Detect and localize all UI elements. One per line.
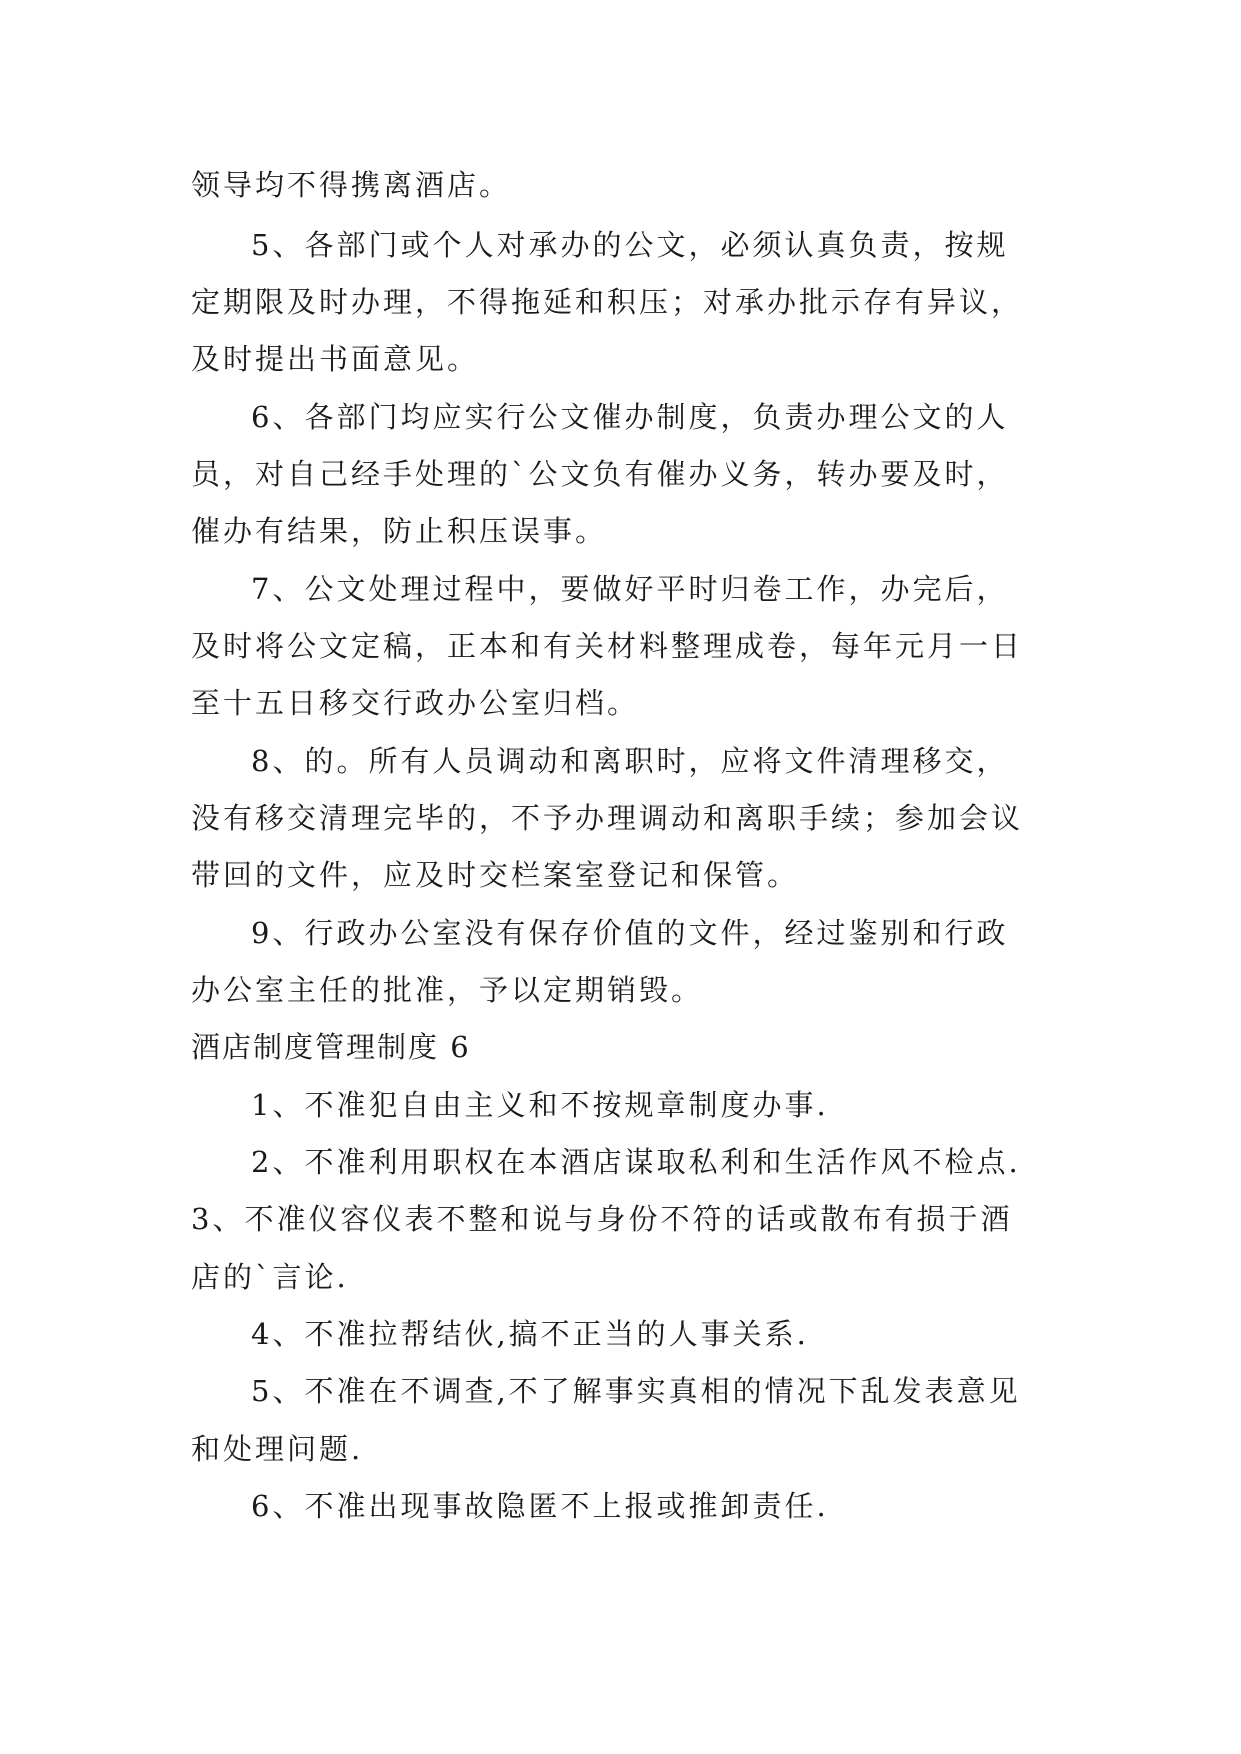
text-line: 和处理问题. xyxy=(191,1432,364,1466)
text-line: 店的`言论. xyxy=(191,1260,349,1294)
rule-item-3-start: 3、不准仪容仪表不整和说与身份不符的话或散布有损于酒 xyxy=(191,1202,1013,1236)
text-line: 及时将公文定稿，正本和有关材料整理成卷，每年元月一日 xyxy=(191,629,1024,663)
rule-item-2: 2、不准利用职权在本酒店谋取私利和生活作风不检点. xyxy=(251,1145,1021,1179)
text-line: 定期限及时办理，不得拖延和积压；对承办批示存有异议， xyxy=(191,285,1024,319)
text-line: 没有移交清理完毕的，不予办理调动和离职手续；参加会议 xyxy=(191,801,1024,835)
text-line: 办公室主任的批准，予以定期销毁。 xyxy=(191,973,704,1007)
text-line: 带回的文件，应及时交栏案室登记和保管。 xyxy=(191,858,800,892)
rule-item-5-start: 5、不准在不调查,不了解事实真相的情况下乱发表意见 xyxy=(251,1374,1021,1408)
text-line: 催办有结果，防止积压误事。 xyxy=(191,514,608,548)
section-heading: 酒店制度管理制度 6 xyxy=(191,1030,471,1064)
paragraph-item-5-start: 5、各部门或个人对承办的公文，必须认真负责，按规 xyxy=(251,228,1009,262)
paragraph-item-9-start: 9、行政办公室没有保存价值的文件，经过鉴别和行政 xyxy=(251,916,1009,950)
rule-item-6: 6、不准出现事故隐匿不上报或推卸责任. xyxy=(251,1489,829,1523)
rule-item-4: 4、不准拉帮结伙,搞不正当的人事关系. xyxy=(251,1317,809,1351)
paragraph-item-7-start: 7、公文处理过程中，要做好平时归卷工作，办完后， xyxy=(251,572,1009,606)
text-line: 领导均不得携离酒店。 xyxy=(191,168,512,202)
text-line: 员，对自己经手处理的`公文负有催办义务，转办要及时， xyxy=(191,457,1009,491)
paragraph-item-8-start: 8、的。所有人员调动和离职时，应将文件清理移交， xyxy=(251,744,1009,778)
text-line: 至十五日移交行政办公室归档。 xyxy=(191,686,640,720)
paragraph-item-6-start: 6、各部门均应实行公文催办制度，负责办理公文的人 xyxy=(251,400,1009,434)
rule-item-1: 1、不准犯自由主义和不按规章制度办事. xyxy=(251,1088,829,1122)
text-line: 及时提出书面意见。 xyxy=(191,342,480,376)
